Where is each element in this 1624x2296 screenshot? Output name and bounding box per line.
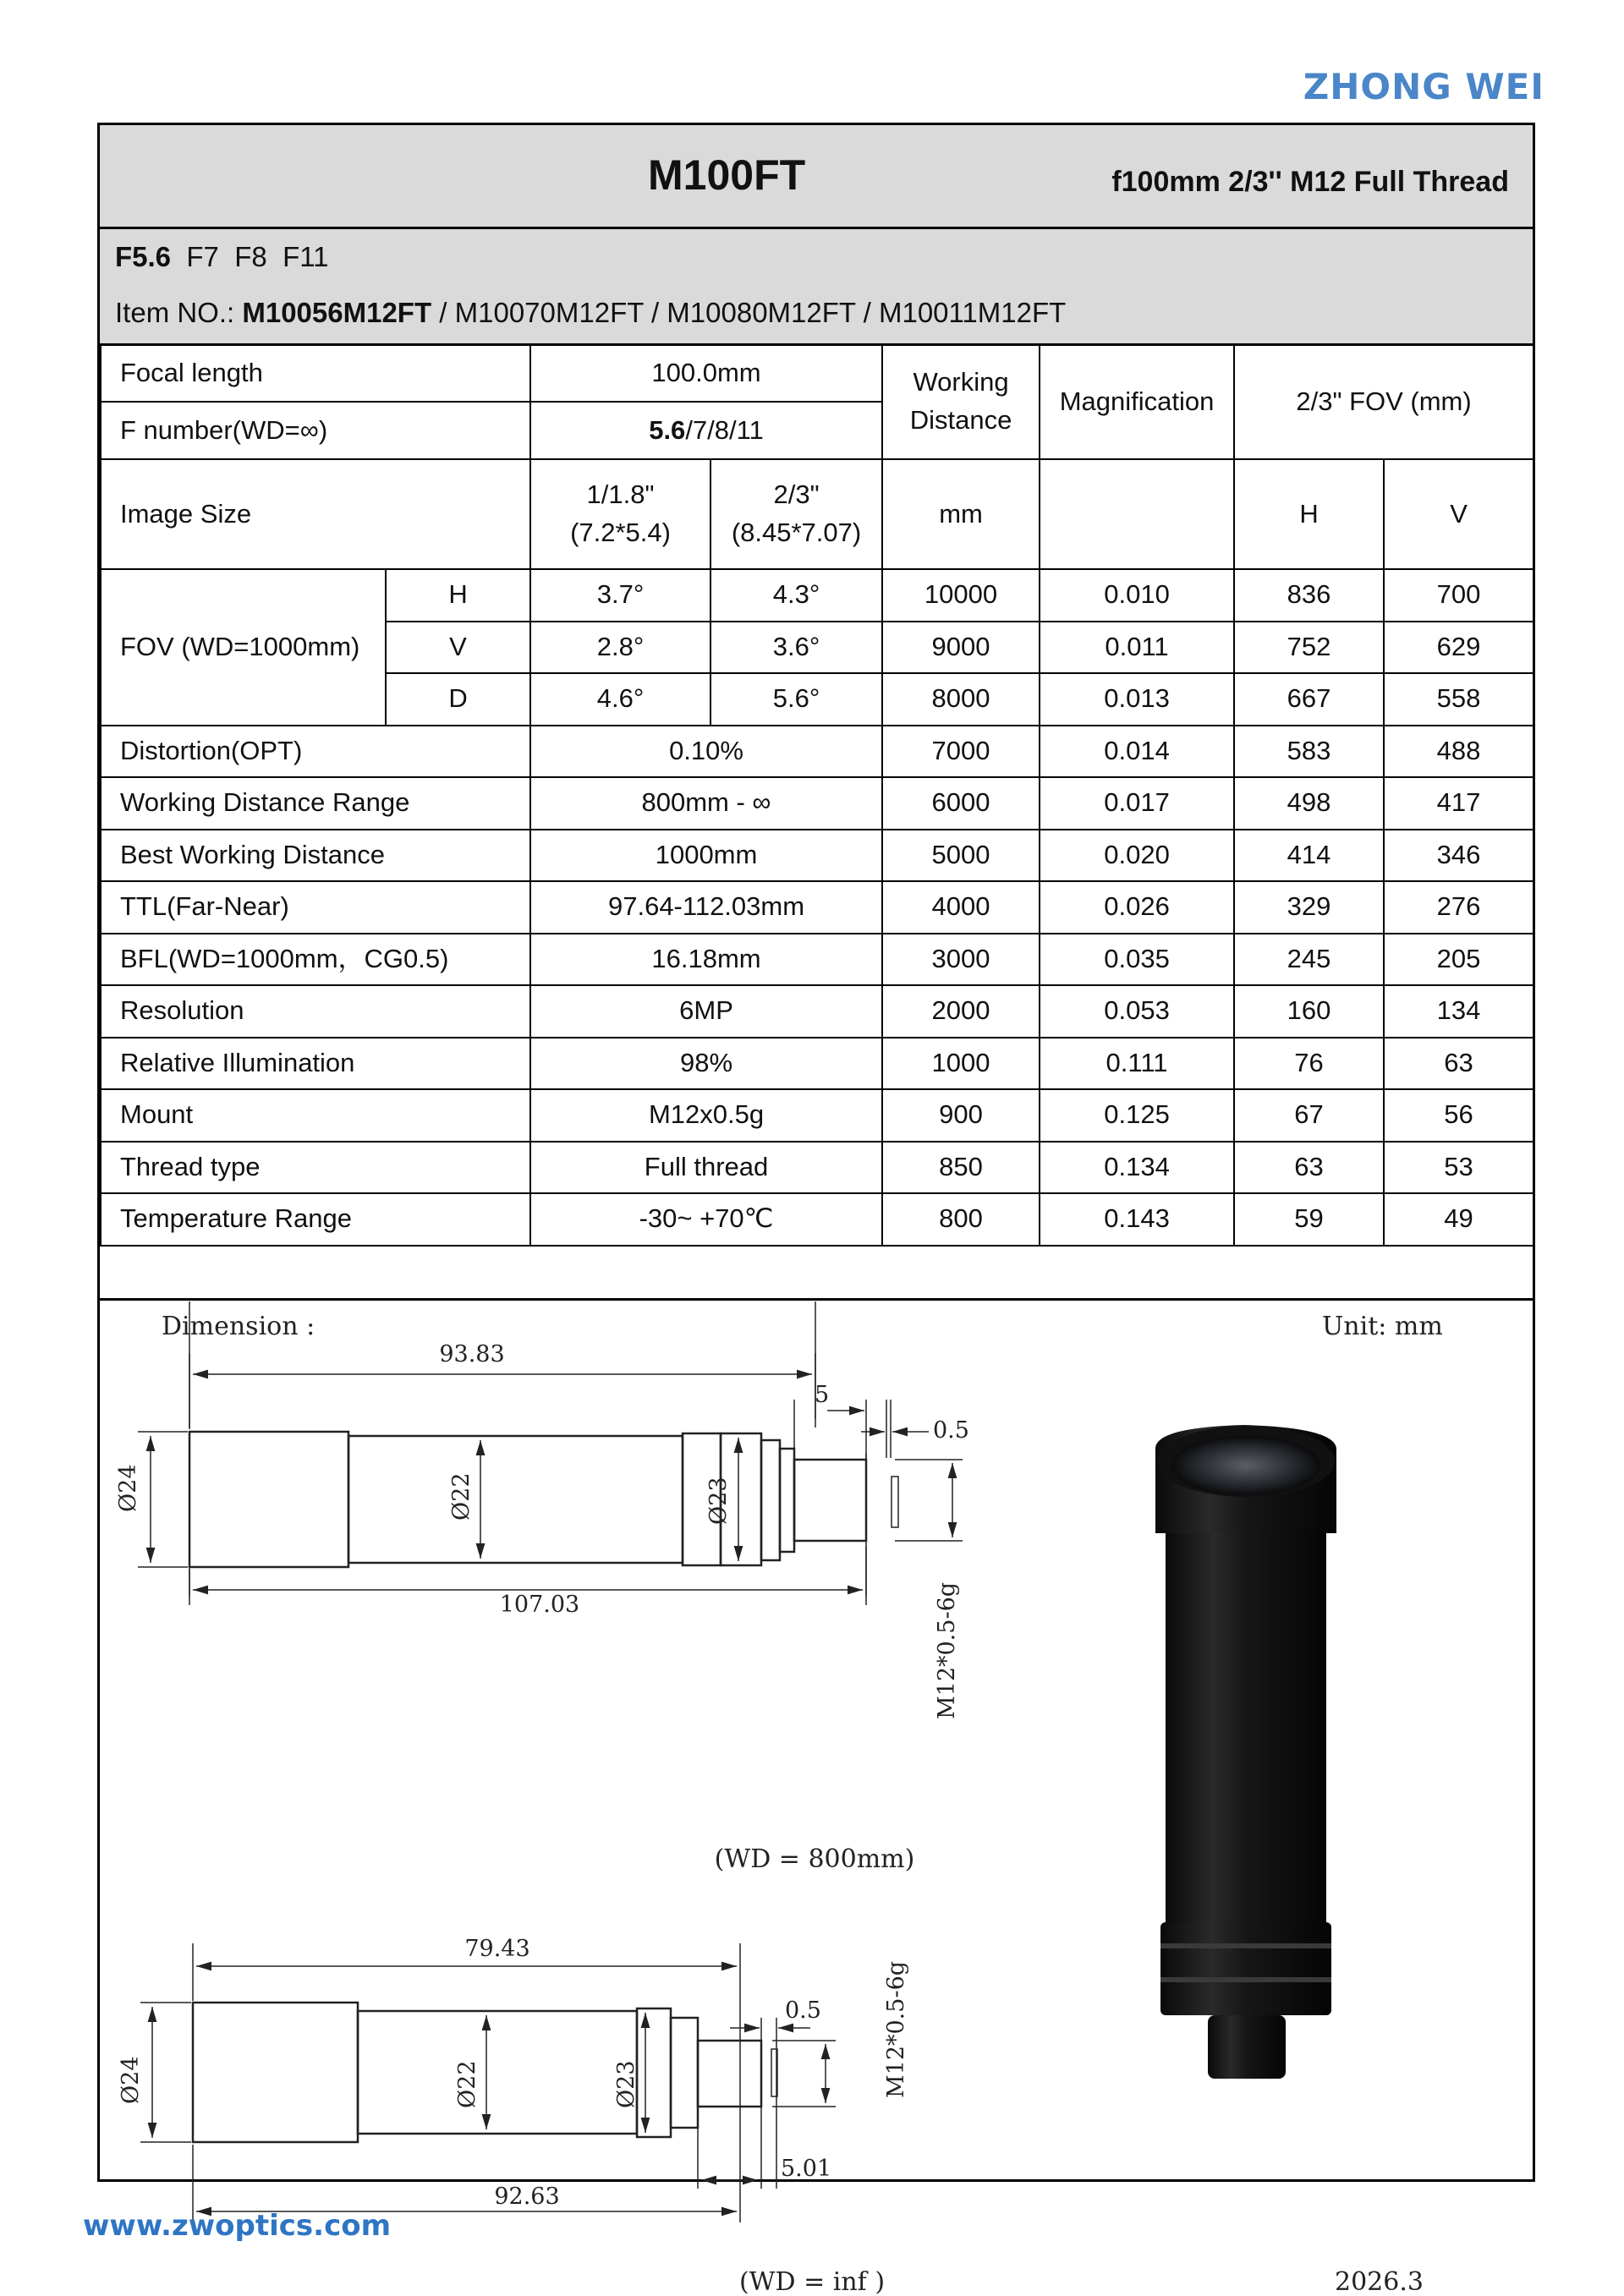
revision-date: 2026.3 <box>1335 2267 1424 2296</box>
item-numbers: Item NO.: M10056M12FT / M10070M12FT / M10080M12FT / M10011M12FT <box>115 297 1067 328</box>
d2-thread: M12*0.5-6g <box>883 1960 909 2098</box>
fov-h-header: H <box>1234 459 1384 569</box>
magnification-value: 0.035 <box>1040 934 1234 986</box>
d1-thread: M12*0.5-6g <box>934 1581 960 1719</box>
image-size-2-3: 2/3" (8.45*7.07) <box>710 459 882 569</box>
working-distance-value: 9000 <box>882 622 1040 674</box>
lens-drawing-wd800 <box>189 1301 866 1605</box>
spec-value: 97.64-112.03mm <box>530 881 882 934</box>
fov-h-value: 245 <box>1234 934 1384 986</box>
spacer-row <box>100 1247 1533 1301</box>
d1-length-top: 93.83 <box>439 1341 505 1367</box>
spec-value: 16.18mm <box>530 934 882 986</box>
fov-angle-2-3: 3.6° <box>710 622 882 674</box>
d2-diameter-24: Ø24 <box>118 2056 144 2104</box>
blank-cell <box>1040 459 1234 569</box>
spec-label: Relative Illumination <box>101 1038 530 1090</box>
magnification-value: 0.013 <box>1040 673 1234 726</box>
fov-v-value: 134 <box>1384 985 1533 1038</box>
f-number-value: 5.6/7/8/11 <box>530 402 882 459</box>
unit-label: Unit: mm <box>1322 1312 1443 1341</box>
magnification-value: 0.017 <box>1040 777 1234 830</box>
spec-label: Temperature Range <box>101 1193 530 1246</box>
magnification-value: 0.143 <box>1040 1193 1234 1246</box>
spec-label: BFL(WD=1000mm，CG0.5) <box>101 934 530 986</box>
spec-value: M12x0.5g <box>530 1089 882 1142</box>
item-bar <box>100 229 1533 346</box>
fov-header: 2/3" FOV (mm) <box>1234 344 1533 459</box>
title-bar <box>100 125 1533 229</box>
image-size-1-1.8: 1/1.8" (7.2*5.4) <box>530 459 710 569</box>
working-distance-value: 800 <box>882 1193 1040 1246</box>
working-distance-value: 8000 <box>882 673 1040 726</box>
fov-v-value: 417 <box>1384 777 1533 830</box>
spec-table <box>100 343 1534 1247</box>
magnification-value: 0.026 <box>1040 881 1234 934</box>
spec-label: Working Distance Range <box>101 777 530 830</box>
spec-value: -30~ +70℃ <box>530 1193 882 1246</box>
fov-v-value: 53 <box>1384 1142 1533 1194</box>
brand-logo: ZHONG WEI <box>1303 66 1544 107</box>
fov-v-value: 205 <box>1384 934 1533 986</box>
fov-v-value: 629 <box>1384 622 1533 674</box>
spec-label: Mount <box>101 1089 530 1142</box>
d2-half: 0.5 <box>785 1997 821 2024</box>
spec-label: Best Working Distance <box>101 830 530 882</box>
f-number-list: F5.6 F7 F8 F11 <box>115 241 329 272</box>
d1-five: 5 <box>815 1382 830 1408</box>
d2-caption: (WD = inf ) <box>738 2267 886 2296</box>
image-size-label: Image Size <box>101 459 530 569</box>
fov-v-value: 56 <box>1384 1089 1533 1142</box>
fov-h-value: 76 <box>1234 1038 1384 1090</box>
magnification-value: 0.010 <box>1040 569 1234 622</box>
spec-value: 800mm - ∞ <box>530 777 882 830</box>
fov-axis: D <box>386 673 530 726</box>
fov-v-value: 488 <box>1384 726 1533 778</box>
magnification-value: 0.111 <box>1040 1038 1234 1090</box>
d1-caption: (WD = 800mm) <box>714 1844 915 1874</box>
focal-length-value: 100.0mm <box>530 344 882 402</box>
fov-v-value: 346 <box>1384 830 1533 882</box>
fov-axis: V <box>386 622 530 674</box>
website-link[interactable]: www.zwoptics.com <box>83 2209 392 2243</box>
focal-length-label: Focal length <box>101 344 530 402</box>
magnification-value: 0.134 <box>1040 1142 1234 1194</box>
fov-h-value: 59 <box>1234 1193 1384 1246</box>
spec-value: Full thread <box>530 1142 882 1194</box>
d2-bfl: 5.01 <box>781 2156 832 2182</box>
spec-value: 1000mm <box>530 830 882 882</box>
d2-diameter-23: Ø23 <box>613 2060 639 2108</box>
fov-angle-1-1.8: 2.8° <box>530 622 710 674</box>
spec-value: 98% <box>530 1038 882 1090</box>
fov-v-header: V <box>1384 459 1533 569</box>
fov-angle-2-3: 5.6° <box>710 673 882 726</box>
fov-angle-1-1.8: 3.7° <box>530 569 710 622</box>
fov-axis: H <box>386 569 530 622</box>
working-distance-value: 5000 <box>882 830 1040 882</box>
magnification-value: 0.125 <box>1040 1089 1234 1142</box>
fov-h-value: 752 <box>1234 622 1384 674</box>
fov-h-value: 329 <box>1234 881 1384 934</box>
fov-h-value: 67 <box>1234 1089 1384 1142</box>
working-distance-value: 7000 <box>882 726 1040 778</box>
spec-label: Thread type <box>101 1142 530 1194</box>
working-distance-value: 900 <box>882 1089 1040 1142</box>
fov-h-value: 498 <box>1234 777 1384 830</box>
d1-length-bottom: 107.03 <box>499 1592 580 1618</box>
working-distance-header: Working Distance <box>882 344 1040 459</box>
working-distance-value: 10000 <box>882 569 1040 622</box>
d2-diameter-22: Ø22 <box>454 2060 480 2108</box>
spec-label: Resolution <box>101 985 530 1038</box>
magnification-value: 0.011 <box>1040 622 1234 674</box>
d1-diameter-23: Ø23 <box>705 1477 732 1525</box>
spec-value: 6MP <box>530 985 882 1038</box>
d2-length-bottom: 92.63 <box>494 2184 560 2210</box>
working-distance-value: 4000 <box>882 881 1040 934</box>
fov-v-value: 700 <box>1384 569 1533 622</box>
working-distance-value: 6000 <box>882 777 1040 830</box>
lens-product-photo <box>1140 1423 1360 2100</box>
spec-label: TTL(Far-Near) <box>101 881 530 934</box>
model-title: M100FT <box>648 151 806 199</box>
d1-half: 0.5 <box>933 1417 969 1444</box>
working-distance-value: 850 <box>882 1142 1040 1194</box>
f-number-label: F number(WD=∞) <box>101 402 530 459</box>
fov-angle-1-1.8: 4.6° <box>530 673 710 726</box>
fov-v-value: 49 <box>1384 1193 1533 1246</box>
d1-diameter-24: Ø24 <box>115 1464 141 1512</box>
fov-h-value: 63 <box>1234 1142 1384 1194</box>
magnification-value: 0.053 <box>1040 985 1234 1038</box>
fov-v-value: 558 <box>1384 673 1533 726</box>
fov-h-value: 836 <box>1234 569 1384 622</box>
fov-angle-2-3: 4.3° <box>710 569 882 622</box>
fov-v-value: 63 <box>1384 1038 1533 1090</box>
model-subtitle: f100mm 2/3'' M12 Full Thread <box>1111 166 1509 198</box>
fov-v-value: 276 <box>1384 881 1533 934</box>
magnification-header: Magnification <box>1040 344 1234 459</box>
working-distance-value: 1000 <box>882 1038 1040 1090</box>
spec-value: 0.10% <box>530 726 882 778</box>
d1-diameter-22: Ø22 <box>448 1472 475 1521</box>
working-distance-value: 3000 <box>882 934 1040 986</box>
working-distance-value: 2000 <box>882 985 1040 1038</box>
fov-h-value: 583 <box>1234 726 1384 778</box>
d2-length-top: 79.43 <box>464 1936 530 1962</box>
fov-h-value: 667 <box>1234 673 1384 726</box>
magnification-value: 0.014 <box>1040 726 1234 778</box>
unit-mm: mm <box>882 459 1040 569</box>
fov-h-value: 160 <box>1234 985 1384 1038</box>
fov-h-value: 414 <box>1234 830 1384 882</box>
spec-label: Distortion(OPT) <box>101 726 530 778</box>
fov-label: FOV (WD=1000mm) <box>101 569 386 726</box>
magnification-value: 0.020 <box>1040 830 1234 882</box>
dimension-title: Dimension : <box>162 1312 315 1341</box>
